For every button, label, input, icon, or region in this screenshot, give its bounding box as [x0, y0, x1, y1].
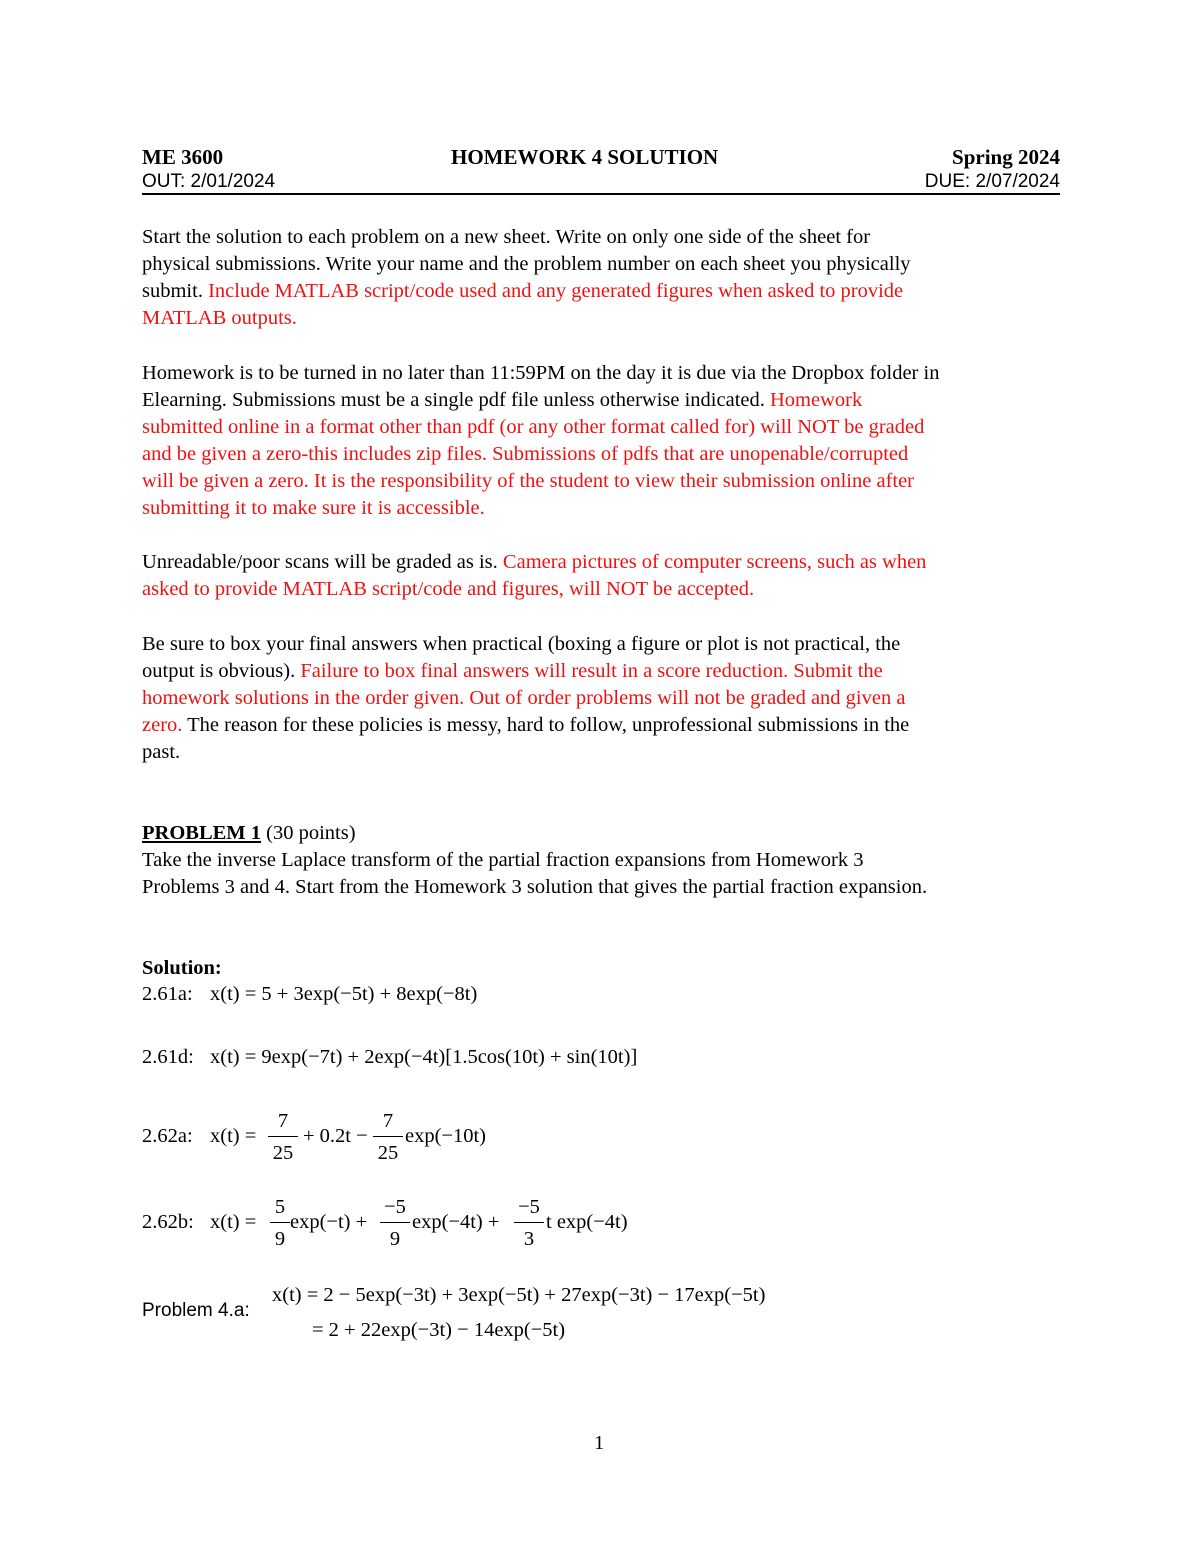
eq-2-62b-term-1: exp(−t) +: [290, 1211, 368, 1233]
emphasis-text: homework solutions in the order given. Out of order problems will not be graded and given a: [142, 687, 906, 709]
fraction-denominator: 9: [389, 1228, 401, 1250]
eq-2-61d: x(t) = 9exp(−7t) + 2exp(−4t)[1.5cos(10t) + sin(10t)]: [210, 1046, 638, 1068]
text-fragment: Unreadable/poor scans will be graded as is.: [142, 551, 503, 573]
fraction-numerator: 5: [274, 1196, 286, 1218]
fraction-numerator: −5: [518, 1196, 540, 1218]
text-line: past.: [142, 741, 181, 763]
instructions-paragraph-4: [142, 631, 1072, 766]
text-line: [142, 387, 1072, 414]
text-line: [142, 658, 1072, 685]
eq-problem-4a-line-2: = 2 + 22exp(−3t) − 14exp(−5t): [312, 1319, 566, 1341]
eq-2-62a-tail: exp(−10t): [405, 1125, 487, 1147]
instructions-paragraph-1: [142, 224, 1072, 332]
solution-heading-text: Solution:: [142, 957, 222, 979]
solution-heading: [142, 955, 1072, 982]
fraction-bar: [270, 1222, 290, 1223]
fraction-bar: [268, 1136, 298, 1137]
emphasis-text: zero.: [142, 714, 183, 736]
eq-2-61d-label: 2.61d:: [142, 1046, 194, 1068]
due-date: DUE: 2/07/2024: [924, 171, 1060, 192]
problem-1-points: (30 points): [261, 822, 356, 844]
eq-2-62b-term-2: exp(−4t) +: [412, 1211, 500, 1233]
page-number: 1: [594, 1432, 605, 1454]
text-line: Homework is to be turned in no later than 11:59PM on the day it is due via the Dropbox folder in: [142, 362, 940, 384]
emphasis-text: asked to provide MATLAB script/code and figures, will NOT be accepted.: [142, 578, 755, 600]
fraction-numerator: −5: [384, 1196, 406, 1218]
eq-2-62b-label: 2.62b:: [142, 1211, 194, 1233]
text-fragment: submit.: [142, 280, 203, 302]
text-line: Start the solution to each problem on a new sheet. Write on only one side of the sheet for: [142, 226, 871, 248]
emphasis-text: submitted online in a format other than pdf (or any other format called for) will NOT be graded: [142, 416, 925, 438]
problem-1-text: Take the inverse Laplace transform of the partial fraction expansions from Homework 3: [142, 849, 864, 871]
text-line: Be sure to box your final answers when practical (boxing a figure or plot is not practical, the: [142, 633, 901, 655]
problem-1-text: Problems 3 and 4. Start from the Homework 3 solution that gives the partial fraction expansion.: [142, 876, 928, 898]
fraction-numerator: 7: [382, 1110, 394, 1132]
eq-2-62b-lhs: x(t) =: [210, 1211, 257, 1233]
eq-2-62b-term-3: t exp(−4t): [546, 1211, 628, 1233]
document-title: HOMEWORK 4 SOLUTION: [451, 145, 719, 169]
text-line: [142, 549, 1072, 576]
text-line: physical submissions. Write your name and the problem number on each sheet you physically: [142, 253, 911, 275]
term: Spring 2024: [952, 145, 1060, 169]
fraction-bar: [380, 1222, 410, 1223]
text-fragment: output is obvious).: [142, 660, 301, 682]
fraction-denominator: 25: [272, 1142, 294, 1164]
course-code: ME 3600: [142, 145, 224, 169]
instructions-paragraph-2: [142, 360, 1072, 522]
problem-1-section: [142, 820, 1072, 901]
emphasis-text: Camera pictures of computer screens, such as when: [502, 551, 927, 573]
emphasis-text: submitting it to make sure it is accessible.: [142, 497, 485, 519]
fraction-denominator: 3: [523, 1228, 535, 1250]
emphasis-text: and be given a zero-this includes zip files. Submissions of pdfs that are unopenable/corrupted: [142, 443, 909, 465]
fraction-denominator: 25: [377, 1142, 399, 1164]
emphasis-text: Homework: [770, 389, 863, 411]
fraction-bar: [514, 1222, 544, 1223]
fraction-bar: [373, 1136, 403, 1137]
emphasis-text: Include MATLAB script/code used and any generated figures when asked to provide: [202, 280, 904, 302]
emphasis-text: Failure to box final answers will result in a score reduction. Submit the: [300, 660, 883, 682]
instructions-paragraph-3: [142, 549, 1072, 603]
problem-1-heading: PROBLEM 1: [142, 822, 262, 844]
eq-problem-4a-label: Problem 4.a:: [142, 1300, 250, 1321]
fraction-numerator: 7: [277, 1110, 289, 1132]
header-rule: [142, 193, 1060, 195]
eq-2-61a: x(t) = 5 + 3exp(−5t) + 8exp(−8t): [210, 983, 478, 1005]
eq-problem-4a-line-1: x(t) = 2 − 5exp(−3t) + 3exp(−5t) + 27exp(−3t) − 17exp(−5t): [272, 1284, 766, 1306]
eq-2-62a-label: 2.62a:: [142, 1125, 193, 1147]
text-fragment: Elearning. Submissions must be a single pdf file unless otherwise indicated.: [142, 389, 770, 411]
text-fragment: The reason for these policies is messy, hard to follow, unprofessional submissions in the: [182, 714, 910, 736]
eq-2-62a-lhs: x(t) =: [210, 1125, 257, 1147]
emphasis-text: will be given a zero. It is the responsibility of the student to view their submission online after: [142, 470, 915, 492]
emphasis-text: MATLAB outputs.: [142, 307, 297, 329]
eq-2-61a-label: 2.61a:: [142, 983, 193, 1005]
text-line: [142, 712, 1072, 739]
problem-1-heading-line: [142, 820, 1072, 847]
fraction-denominator: 9: [274, 1228, 286, 1250]
eq-2-62a-middle: + 0.2t −: [303, 1125, 368, 1147]
out-date: OUT: 2/01/2024: [142, 171, 276, 192]
text-line: [142, 278, 1072, 305]
